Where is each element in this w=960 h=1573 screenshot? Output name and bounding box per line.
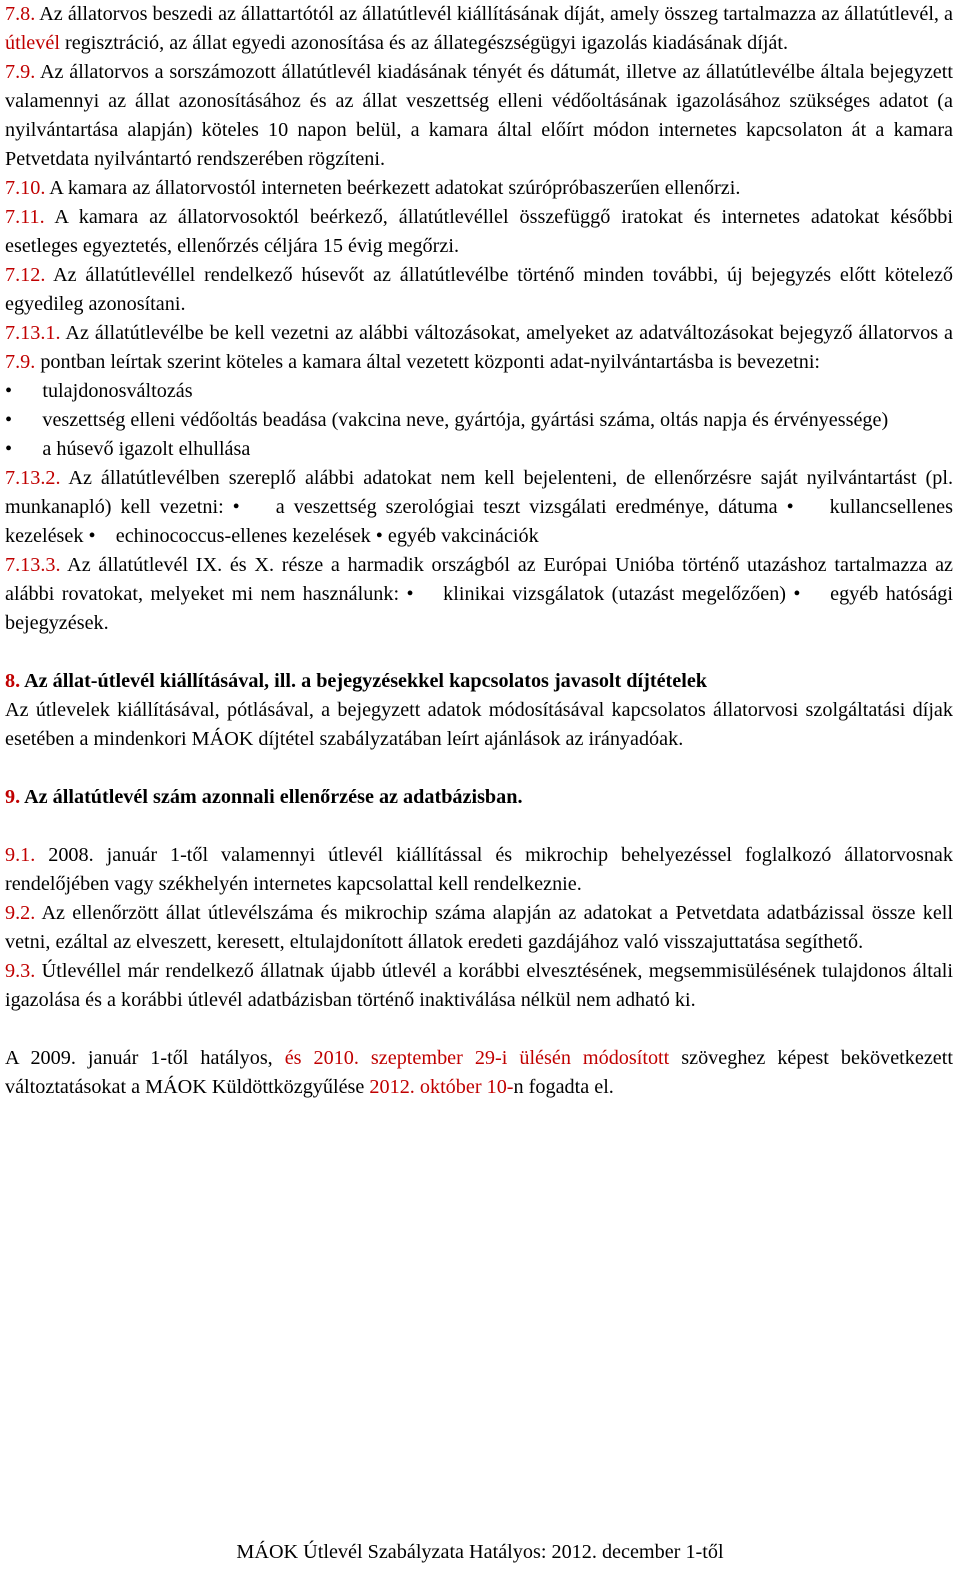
section-text: 2008. január 1-től valamennyi útlevél kiállítással és mikrochip behelyezéssel foglalkozó állatorvosnak rendelőjében vagy székhelyén internetes kapcsolattal kell rendelkeznie. <box>5 844 953 895</box>
section-text: Az állatorvos a sorszámozott állatútlevél kiadásának tényét és dátumát, illetve az állatútlevélbe általa bejegyzett valamennyi az állat azonosításához és az állat veszettség elleni védőoltásának igazolásához szükséges adatot (a nyilvántartása alapján) köteles 10 napon belül, a kamara által előírt módon internetes kapcsolaton át a kamara Petvetdata nyilvántartó rendszerében rögzíteni. <box>5 61 953 170</box>
section-number: 7.10. <box>5 177 46 199</box>
heading-section-9 <box>5 783 953 812</box>
section-text: A kamara az állatorvostól interneten beérkezett adatokat szúrópróbaszerűen ellenőrzi. <box>45 177 741 199</box>
section-reference: 7.9. <box>5 351 36 373</box>
section-9-3 <box>5 957 953 1015</box>
closing-text: szöveghez képest bekövetkezett változtatásokat a MÁOK Küldöttközgyűlése <box>5 1047 953 1098</box>
section-7-9 <box>5 58 953 174</box>
section-9-2 <box>5 899 953 957</box>
section-number: 7.9. <box>5 61 36 83</box>
section-7-13-3 <box>5 551 959 638</box>
spacer <box>5 1015 953 1044</box>
bullet-item: • tulajdonosváltozás <box>5 380 193 402</box>
closing-highlight: 2012. október 10- <box>369 1076 514 1098</box>
highlight-text: útlevél <box>5 32 60 54</box>
section-9-1 <box>5 841 953 899</box>
section-7-11 <box>5 203 953 261</box>
section-text: Az állatorvos beszedi az állattartótól az állatútlevél kiállításának díját, amely összeg tartalmazza az állatútlevél, a <box>35 3 953 25</box>
spacer <box>5 754 953 783</box>
spacer <box>5 638 953 667</box>
section-text: A kamara az állatorvosoktól beérkező, állatútlevéllel összefüggő iratokat és internetes adatokat későbbi esetleges egyeztetés, ellenőrzés céljára 15 évig megőrzi. <box>5 206 953 257</box>
section-number: 7.13.2. <box>5 467 61 489</box>
closing-note <box>5 1044 953 1102</box>
section-text: Az állatútlevéllel rendelkező húsevőt az állatútlevélbe történő minden további, új bejegyzés előtt kötelező egyedileg azonosítani. <box>5 264 953 315</box>
section-7-10 <box>5 174 953 203</box>
bullet-item: • veszettség elleni védőoltás beadása (vakcina neve, gyártója, gyártási száma, oltás napja és érvényessége) <box>5 409 889 431</box>
section-number: 7.11. <box>5 206 45 228</box>
section-text: pontban leírtak szerint köteles a kamara által vezetett központi adat-nyilvántartásba is bevezetni: <box>35 351 821 373</box>
bullet-item: • a húsevő igazolt elhullása <box>5 438 251 460</box>
section-text: Az állatútlevél IX. és X. része a harmadik országból az Európai Unióba történő utazáshoz tartalmazza az alábbi rovatokat, melyeket mi nem használunk: • klinikai vizsgálatok (utazást megelőzően) • egyéb hatósági bejegyzések. <box>5 554 959 634</box>
document-body <box>5 0 959 1102</box>
heading-number: 9. <box>5 786 21 808</box>
heading-text: Az állat-útlevél kiállításával, ill. a bejegyzésekkel kapcsolatos javasolt díjtételek <box>20 670 708 692</box>
closing-text: n fogadta el. <box>513 1076 614 1098</box>
page-footer: MÁOK Útlevél Szabályzata Hatályos: 2012. december 1-től <box>236 1541 724 1563</box>
section-text: Az állatútlevélbe be kell vezetni az alábbi változásokat, amelyeket az adatváltozásokat bejegyző állatorvos a <box>60 322 953 344</box>
closing-text: A 2009. január 1-től hatályos, <box>5 1047 285 1069</box>
section-text: Útlevéllel már rendelkező állatnak újabb útlevél a korábbi elvesztésének, megsemmisülésének tulajdonos általi igazolása és a korábbi útlevél adatbázisban történő inaktiválása nélkül nem adható ki. <box>5 960 953 1011</box>
section-number: 9.3. <box>5 960 36 982</box>
closing-highlight: és 2010. szeptember 29-i ülésén módosított <box>284 1047 670 1069</box>
section-7-12 <box>5 261 953 319</box>
section-number: 9.2. <box>5 902 36 924</box>
section-number: 9.1. <box>5 844 36 866</box>
section-number: 7.8. <box>5 3 36 25</box>
section-number: 7.12. <box>5 264 46 286</box>
paragraph-8: Az útlevelek kiállításával, pótlásával, a bejegyzett adatok módosításával kapcsolatos állatorvosi szolgáltatási díjak esetében a mindenkori MÁOK díjtétel szabályzatában leírt ajánlások az irányadóak. <box>5 699 953 750</box>
section-7-8 <box>5 0 953 58</box>
section-text: Az állatútlevélben szereplő alábbi adatokat nem kell bejelenteni, de ellenőrzésre saját nyilvántartást (pl. munkanapló) kell vezetni: • a veszettség szerológiai teszt vizsgálati eredménye, dátuma • kullancsellenes kezelések • echinococcus-ellenes kezelések • egyéb vakcinációk <box>5 467 959 547</box>
section-text: regisztráció, az állat egyedi azonosítása és az állategészségügyi igazolás kiadásának díját. <box>59 32 789 54</box>
heading-number: 8. <box>5 670 21 692</box>
heading-section-8 <box>5 667 953 696</box>
section-7-13-2 <box>5 464 959 551</box>
section-text: Az ellenőrzött állat útlevélszáma és mikrochip száma alapján az adatokat a Petvetdata adatbázissal össze kell vetni, ezáltal az elveszett, keresett, eltulajdonított állatok eredeti gazdájához való visszajuttatása segíthető. <box>5 902 953 953</box>
section-number: 7.13.3. <box>5 554 61 576</box>
section-number: 7.13.1. <box>5 322 61 344</box>
heading-text: Az állatútlevél szám azonnali ellenőrzése az adatbázisban. <box>20 786 523 808</box>
section-7-13-1 <box>5 319 953 377</box>
spacer <box>5 812 953 841</box>
